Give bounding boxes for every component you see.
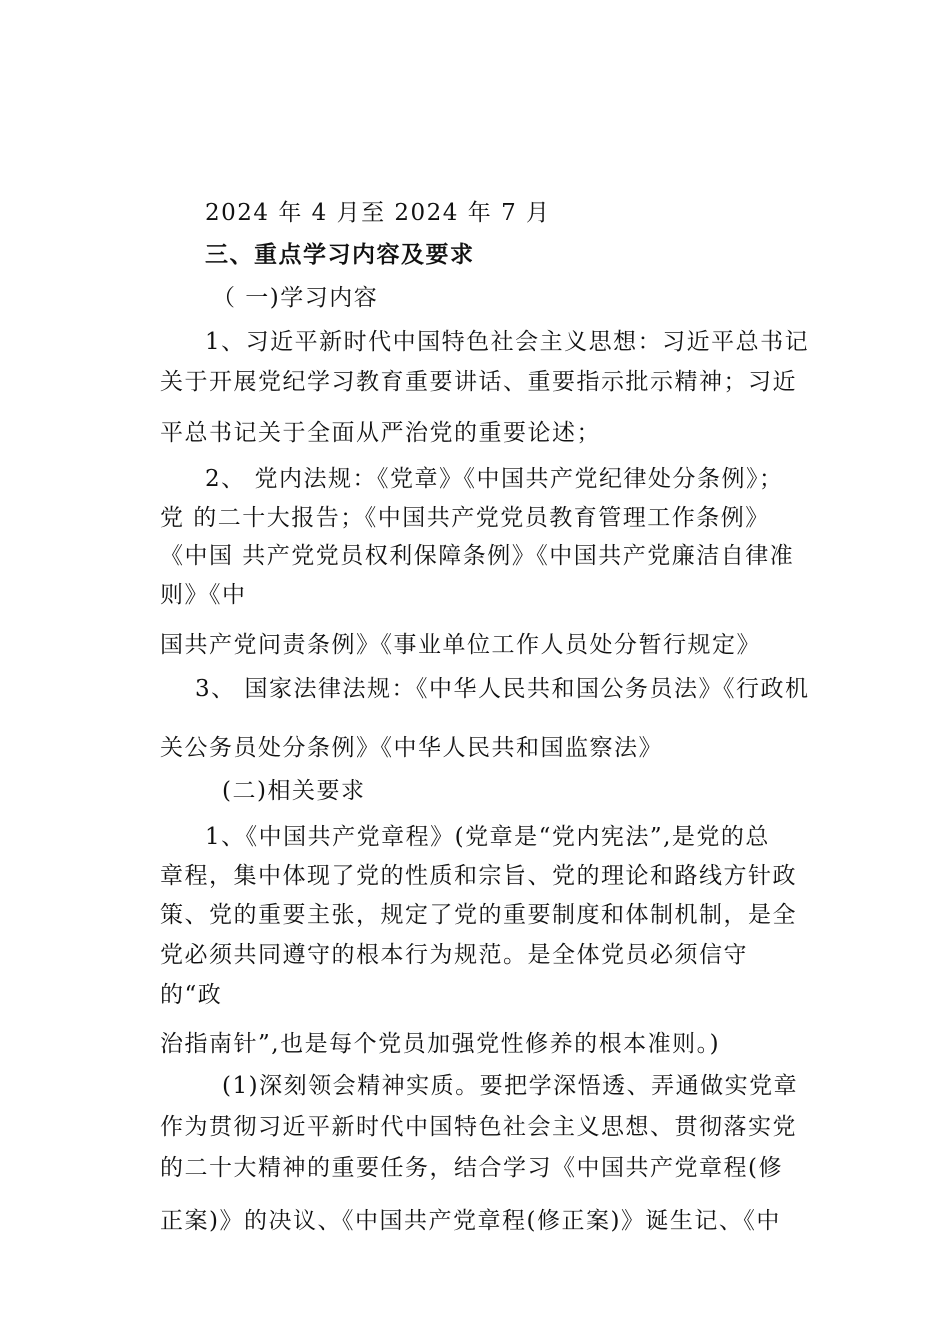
item-2-line-1: 2、 党内法规：《党章》《中国共产党纪律处分条例》； — [205, 466, 784, 492]
sub-2-heading: (二)相关要求 — [222, 778, 366, 804]
req-1-line-3: 策、党的重要主张，规定了党的重要制度和体制机制，是全 — [160, 902, 797, 928]
sub-1-heading: （ 一)学习内容 — [212, 285, 379, 311]
item-2-line-2: 党 的二十大报告；《中国共产党党员教育管理工作条例》 — [160, 505, 770, 531]
item-1-line-2: 关于开展党纪学习教育重要讲话、重要指示批示精神；习近 — [160, 369, 797, 395]
section-3-heading: 三、重点学习内容及要求 — [205, 242, 475, 268]
req-1-1-line-3: 的二十大精神的重要任务，结合学习《中国共产党章程(修 — [160, 1155, 783, 1181]
req-1-line-1: 1、《中国共产党章程》(党章是“党内宪法”,是党的总 — [205, 824, 770, 850]
item-3-line-2: 关公务员处分条例》《中华人民共和国监察法》 — [160, 735, 663, 761]
item-1-line-1: 1、习近平新时代中国特色社会主义思想：习近平总书记 — [205, 329, 810, 355]
req-1-1-line-2: 作为贯彻习近平新时代中国特色社会主义思想、贯彻落实党 — [160, 1114, 797, 1140]
req-1-1-line-1: (1)深刻领会精神实质。要把学深悟透、弄通做实党章 — [222, 1073, 799, 1099]
req-1-line-5: 的“政 — [160, 982, 223, 1008]
item-2-line-4: 则》《中 — [160, 582, 247, 608]
item-2-line-3: 《中国 共产党党员权利保障条例》《中国共产党廉洁自律准 — [160, 543, 795, 569]
req-1-1-line-4: 正案)》的决议、《中国共产党章程(修正案)》诞生记、《中 — [160, 1208, 781, 1234]
item-2-line-5: 国共产党问责条例》《事业单位工作人员处分暂行规定》 — [160, 632, 761, 658]
date-range: 2024 年 4 月至 2024 年 7 月 — [205, 200, 551, 226]
req-1-line-6: 治指南针”,也是每个党员加强党性修养的根本准则。) — [160, 1031, 721, 1057]
req-1-line-2: 章程，集中体现了党的性质和宗旨、党的理论和路线方针政 — [160, 863, 797, 889]
item-3-line-1: 3、 国家法律法规：《中华人民共和国公务员法》《行政机 — [195, 676, 810, 702]
req-1-line-4: 党必须共同遵守的根本行为规范。是全体党员必须信守 — [160, 942, 748, 968]
item-1-line-3: 平总书记关于全面从严治党的重要论述； — [160, 420, 601, 446]
